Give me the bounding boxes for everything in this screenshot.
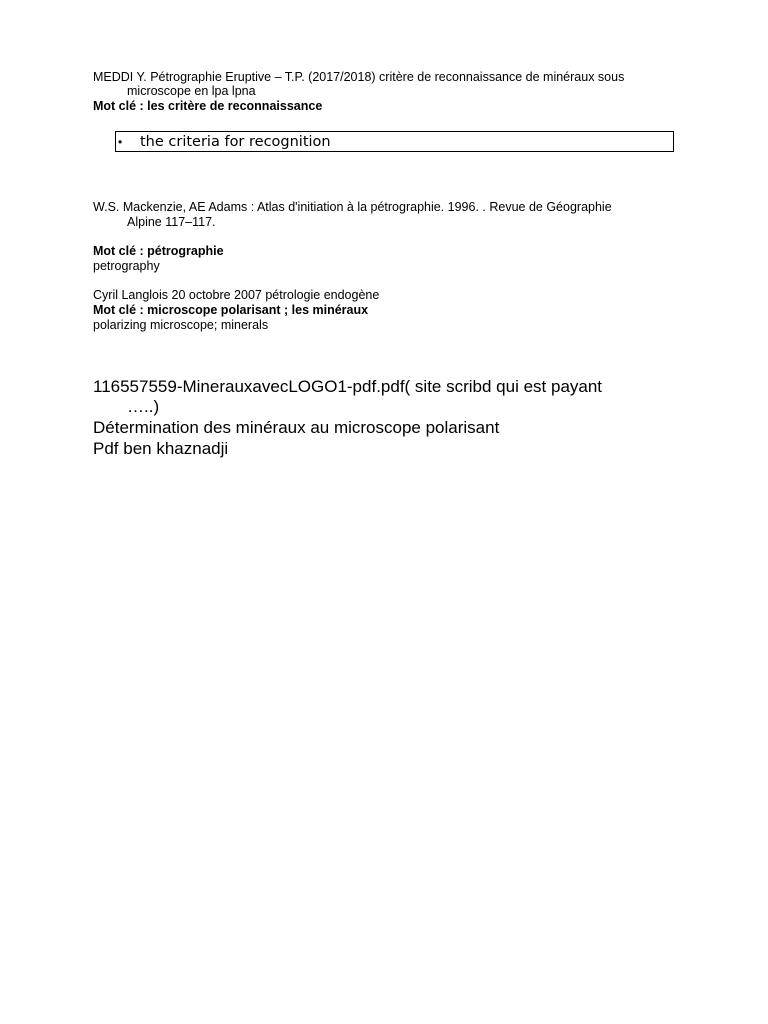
ref4-line3: Détermination des minéraux au microscope polarisant	[93, 418, 500, 437]
ref4-line4: Pdf ben khaznadji	[93, 439, 229, 458]
ref3-keyword: Mot clé : microscope polarisant ; les minéraux	[93, 303, 369, 317]
ref4-line2: …..)	[127, 397, 160, 416]
ref4-line1: 116557559-MinerauxavecLOGO1-pdf.pdf( site scribd qui est payant	[93, 377, 603, 396]
translation-box	[115, 131, 674, 152]
ref2-translation: petrography	[93, 259, 160, 273]
ref1-keyword: Mot clé : les critère de reconnaissance	[93, 99, 323, 113]
bullet-icon: •	[118, 135, 123, 149]
ref2-citation-line1: W.S. Mackenzie, AE Adams : Atlas d'initiation à la pétrographie. 1996. . Revue de Géographie	[93, 200, 612, 214]
ref3-citation-line1: Cyril Langlois 20 octobre 2007 pétrologie endogène	[93, 288, 380, 302]
ref1-translation: the criteria for recognition	[140, 134, 331, 150]
ref1-citation-line2: microscope en lpa lpna	[127, 84, 256, 98]
ref3-translation: polarizing microscope; minerals	[93, 318, 269, 332]
ref2-keyword: Mot clé : pétrographie	[93, 244, 224, 258]
ref1-citation-line1: MEDDI Y. Pétrographie Eruptive – T.P. (2017/2018) critère de reconnaissance de minéraux sous	[93, 70, 625, 84]
ref2-citation-line2: Alpine 117–117.	[127, 215, 216, 229]
